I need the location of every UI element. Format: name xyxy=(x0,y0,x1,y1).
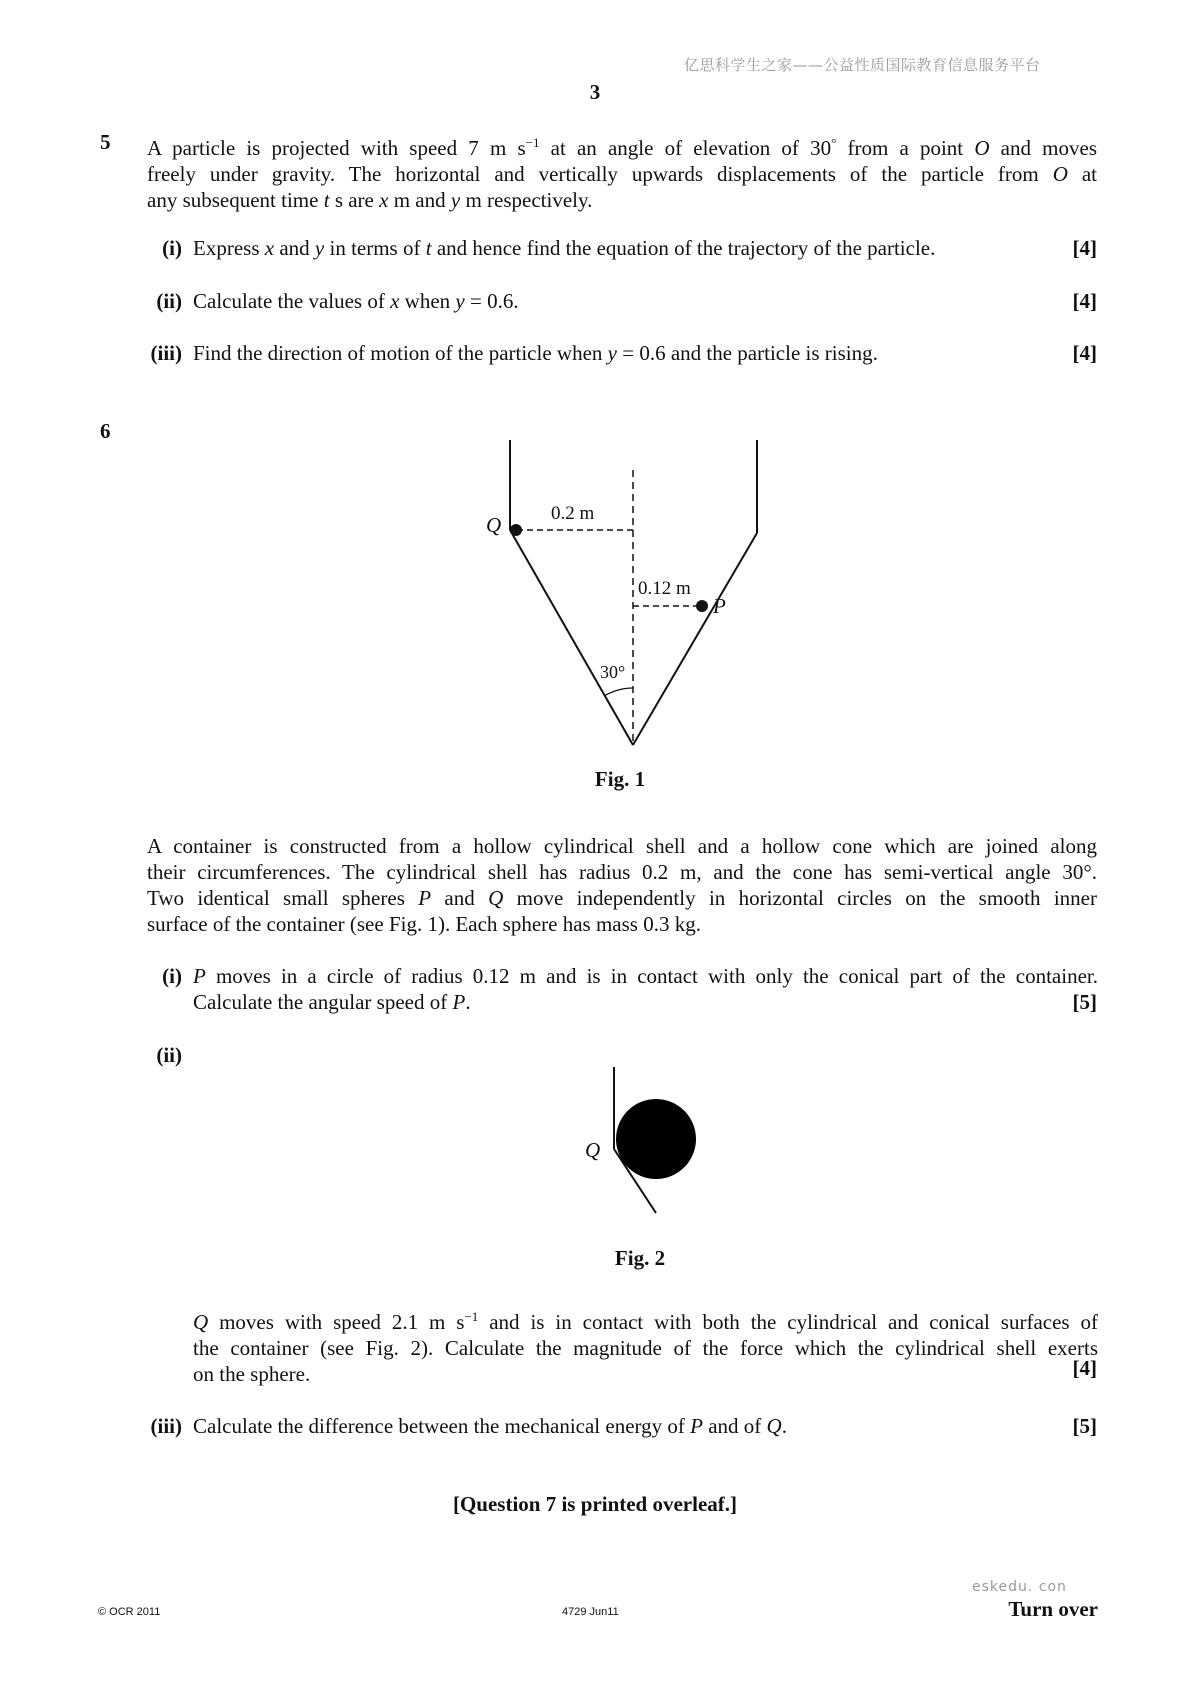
marks: [4] xyxy=(1072,341,1097,365)
marks: [4] xyxy=(1072,236,1097,260)
fig1-label-p: P xyxy=(713,594,726,618)
footer-brand-watermark: eskedu. con xyxy=(972,1579,1067,1595)
question-6-part-ii-label: (ii) xyxy=(156,1043,182,1067)
footer-paper-code: 4729 Jun11 xyxy=(562,1606,619,1618)
page-number: 3 xyxy=(589,80,601,104)
marks: [5] xyxy=(1072,990,1097,1014)
question-6-part-i: (i) P moves in a circle of radius 0.12 m and is in contact with only the conical part of the container. Calculate the angular speed of P. [5] xyxy=(162,964,1098,1014)
question-5-number: 5 xyxy=(100,130,111,154)
turn-over-label: Turn over xyxy=(1008,1597,1098,1621)
marks: [5] xyxy=(1072,1414,1097,1438)
cone-left-wall xyxy=(510,530,633,745)
sphere-q xyxy=(510,524,522,536)
cone-right-wall xyxy=(633,533,757,745)
fig1-angle-label: 30° xyxy=(600,662,626,682)
figure-2-caption: Fig. 2 xyxy=(614,1246,666,1270)
figure-2-diagram xyxy=(600,1065,720,1215)
question-6-number: 6 xyxy=(100,419,111,443)
marks: [4] xyxy=(1072,1356,1097,1380)
fig2-label-q: Q xyxy=(585,1138,601,1162)
fig1-label-q: Q xyxy=(486,513,502,537)
question-5-intro: A particle is projected with speed 7 m $s^{-1}$ at an angle of elevation of 30° from a point O and moves freely under gravity. The horizontal and vertically upwards displacements of the particle from O at any subsequent time t s are x m and y m respectively. xyxy=(147,135,1098,212)
footer-copyright: © OCR 2011 xyxy=(98,1606,161,1618)
marks: [4] xyxy=(1072,289,1097,313)
figure-1-caption: Fig. 1 xyxy=(594,767,646,791)
sphere-q-large xyxy=(616,1099,696,1179)
question-6-intro: A container is constructed from a hollow cylindrical shell and a hollow cone which are joined along their circumferences. The cylindrical shell has radius 0.2 m, and the cone has semi-vertical angle 30°. Two identical small spheres P and Q move independently in horizontal circles on the smooth inner surface of the container (see Fig. 1). Each sphere has mass 0.3 kg. xyxy=(147,834,1097,936)
fig1-dimension-cylinder-radius: 0.2 m xyxy=(551,503,595,524)
sphere-p xyxy=(696,600,708,612)
fig1-dimension-p-radius: 0.12 m xyxy=(638,578,691,599)
angle-arc xyxy=(604,688,633,696)
question-6-part-ii-text: Q moves with speed 2.1 m $s^{-1}$ and is in contact with both the cylindrical and conical surfaces of the container (see Fig. 2). Calculate the magnitude of the force which the cylindrical shell exerts on the sphere. xyxy=(193,1309,1098,1386)
watermark-text: 亿思科学生之家——公益性质国际教育信息服务平台 xyxy=(684,56,1041,74)
overleaf-note: [Question 7 is printed overleaf.] xyxy=(452,1492,738,1516)
